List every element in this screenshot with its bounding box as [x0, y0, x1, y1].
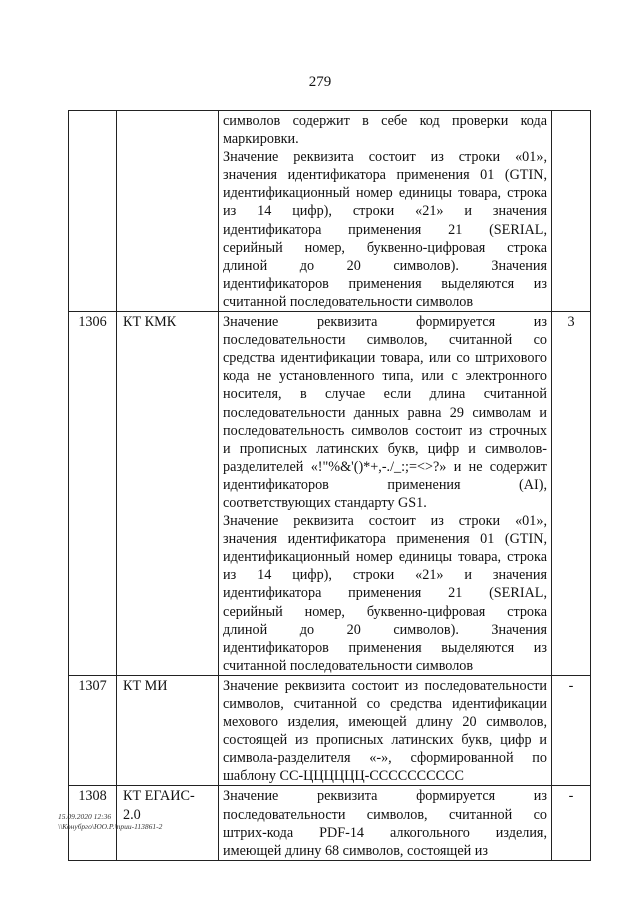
- description-line: идентификационный номер единицы товара, строка: [223, 549, 547, 566]
- requisite-name-line: КТ ЕГАИС-: [123, 788, 195, 805]
- description-line: из 14 цифр), строки «21» и значения: [223, 203, 547, 220]
- description-line: идентификационный номер единицы товара, строка: [223, 185, 547, 202]
- requisite-name-line: 2.0: [123, 806, 141, 823]
- requisite-description: [219, 786, 552, 860]
- footer-path: \\Конубрго\ЮО.Р.\прии-113861-2: [58, 822, 163, 831]
- format-value: -: [552, 675, 591, 786]
- description-line: последовательности данных равна 29 символам и: [223, 404, 547, 421]
- requisite-name: [117, 675, 219, 786]
- requisite-description: [219, 312, 552, 676]
- description-line: значения идентификатора применения 01 (GTIN,: [223, 167, 547, 184]
- description-line: длиной до 20 символов). Значения: [223, 621, 547, 638]
- description-line: кода не установленного типа, или с электронного: [223, 368, 547, 385]
- description-line: идентификатора применения 21 (SERIAL,: [223, 221, 547, 238]
- table-row: [69, 312, 591, 676]
- page-number: 279: [308, 74, 332, 90]
- row-number: 1307: [69, 675, 117, 786]
- description-line: маркировки.: [223, 131, 299, 148]
- description-line: считанной последовательности символов: [223, 657, 474, 674]
- row-number: 1308: [69, 786, 117, 860]
- description-line: Значение реквизита состоит из строки «01»,: [223, 513, 547, 530]
- requisite-description: [219, 675, 552, 786]
- description-line: штрих-кода PDF-14 алкогольного изделия,: [223, 824, 547, 841]
- description-line: символов содержит в себе код проверки кода: [223, 113, 547, 129]
- description-line: длиной до 20 символов). Значения: [223, 257, 547, 274]
- format-value: -: [552, 786, 591, 860]
- description-line: идентификаторов применения выделяются из: [223, 639, 547, 656]
- table-row: [69, 675, 591, 786]
- description-line: носителя, в случае если длина считанной: [223, 386, 547, 403]
- requisite-description: [219, 111, 552, 312]
- description-line: идентификатора применения 21 (SERIAL,: [223, 585, 547, 602]
- description-line: Значение реквизита формируется из: [223, 314, 547, 331]
- table-row: [69, 111, 591, 312]
- requisite-name-line: КТ КМК: [123, 314, 177, 331]
- description-line: разделителей «!"%&'()*+,-./_:;=<>?» и не содержит: [223, 458, 547, 475]
- description-line: состоящей из прописных латинских букв, цифр и: [223, 732, 547, 749]
- format-value: [552, 111, 591, 312]
- description-line: последовательности символов, считанной со: [223, 332, 547, 349]
- row-number: [69, 111, 117, 312]
- requisites-table: [68, 110, 591, 861]
- row-number: 1306: [69, 312, 117, 676]
- description-line: имеющей длину 68 символов, состоящей из: [223, 842, 488, 859]
- description-line: последовательность символов состоит из строчных: [223, 422, 547, 439]
- description-line: Значение реквизита формируется из: [223, 788, 547, 805]
- description-line: мехового изделия, имеющей длину 20 символов,: [223, 714, 547, 731]
- requisite-name: [117, 312, 219, 676]
- description-line: символов, считанной со средства идентификации: [223, 696, 547, 712]
- description-line: и прописных латинских букв, цифр и символов-: [223, 440, 547, 457]
- requisite-name: [117, 111, 219, 312]
- description-line: идентификаторов применения (AI),: [223, 476, 547, 493]
- description-line: средства идентификации товара, или со штрихового: [223, 350, 547, 367]
- footer-stamp: [58, 812, 162, 832]
- footer-date: 15.09.2020 12:36: [58, 812, 112, 821]
- description-line: считанной последовательности символов: [223, 293, 474, 310]
- description-line: Значение реквизита состоит из последовательности: [223, 677, 547, 694]
- description-line: последовательности символов, считанной со: [223, 806, 547, 823]
- requisite-name-line: КТ МИ: [123, 677, 168, 694]
- description-line: серийный номер, буквенно-цифровая строка: [223, 603, 547, 620]
- description-line: идентификаторов применения выделяются из: [223, 275, 547, 292]
- description-line: серийный номер, буквенно-цифровая строка: [223, 239, 547, 256]
- description-line: символа-разделителя «-», сформированной по: [223, 750, 547, 767]
- description-line: Значение реквизита состоит из строки «01»,: [223, 149, 547, 166]
- format-value: 3: [552, 312, 591, 676]
- description-line: соответствующих стандарту GS1.: [223, 494, 427, 511]
- description-line: шаблону СС-ЦЦЦЦЦЦ-СССССССССС: [223, 768, 464, 785]
- description-line: из 14 цифр), строки «21» и значения: [223, 567, 547, 584]
- description-line: значения идентификатора применения 01 (GTIN,: [223, 531, 547, 548]
